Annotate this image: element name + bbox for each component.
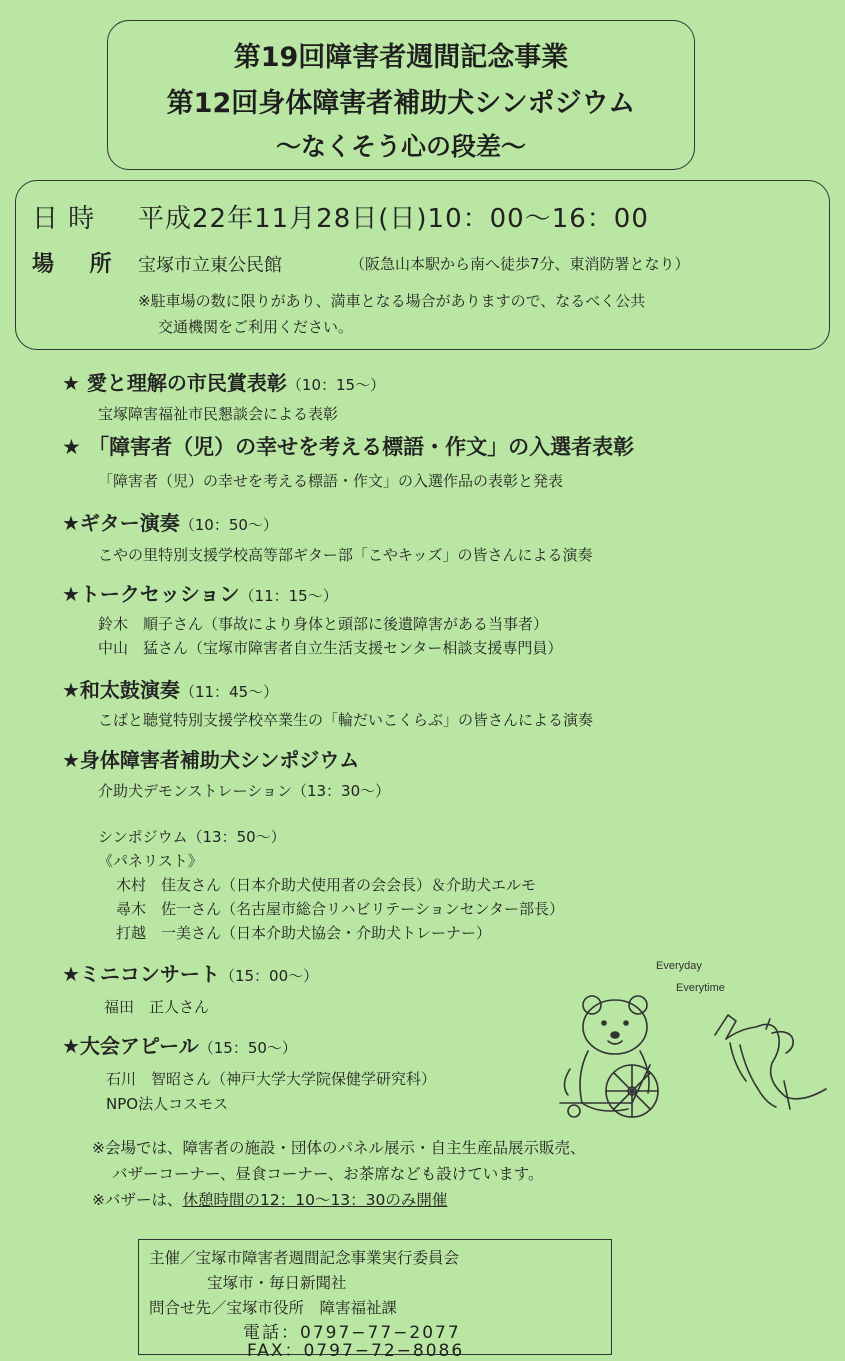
illustration-caption-everyday: Everyday (656, 960, 702, 972)
program-title: ★ 愛と理解の市民賞表彰 (62, 371, 287, 395)
program-detail: 中山 猛さん（宝塚市障害者自立生活支援センター相談支援専門員） (98, 639, 563, 657)
date-label: 日 時 (32, 204, 96, 234)
organizer-host: 主催／宝塚市障害者週間記念事業実行委員会 (149, 1249, 460, 1267)
event-title-box (107, 20, 695, 170)
organizer-cohost: 宝塚市・毎日新聞社 (207, 1274, 347, 1292)
program-detail: 《パネリスト》 (98, 852, 203, 870)
program-title: ★ミニコンサート (62, 962, 220, 986)
program-detail: シンポジウム（13：50～） (98, 828, 286, 846)
program-detail: 福田 正人さん (104, 998, 210, 1016)
program-title: ★和太鼓演奏 (62, 678, 180, 702)
program-detail: 鈴木 順子さん（事故により身体と頭部に後遺障害がある当事者） (98, 615, 549, 633)
program-detail: 尋木 佐一さん（名古屋市総合リハビリテーションセンター部長） (116, 900, 565, 918)
bear-dog-illustration (540, 985, 835, 1120)
program-detail: こやの里特別支援学校高等部ギター部「こやキッズ」の皆さんによる演奏 (98, 546, 593, 564)
program-title: ★身体障害者補助犬シンポジウム (62, 748, 360, 772)
program-time: （11：15～） (239, 587, 338, 605)
program-detail: 石川 智昭さん（神戸大学大学院保健学研究科） (106, 1070, 437, 1088)
program-title: ★大会アピール (62, 1034, 199, 1058)
place-label: 場 所 (32, 252, 126, 277)
place-access: （阪急山本駅から南へ徒歩7分、東消防署となり） (350, 255, 690, 273)
event-title-line1: 第19回障害者週間記念事業 (233, 42, 569, 73)
program-detail: 木村 佳友さん（日本介助犬使用者の会会長）＆介助犬エルモ (116, 876, 537, 894)
program-time: （10：50～） (179, 516, 278, 534)
program-title: ★ 「障害者（児）の幸せを考える標語・作文」の入選者表彰 (62, 435, 635, 459)
program-item-essay-award (62, 431, 634, 461)
program-item-concert (62, 958, 318, 987)
program-time: （15：50～） (198, 1039, 297, 1057)
event-subtitle: ～なくそう心の段差～ (275, 132, 526, 161)
contact-phone: 電話：0797−77−2077 (243, 1323, 461, 1343)
event-title-line2: 第12回身体障害者補助犬シンポジウム (166, 88, 636, 119)
program-item-taiko (62, 674, 278, 703)
parking-note-line1: ※駐車場の数に限りがあり、満車となる場合がありますので、なるべく公共 (138, 292, 646, 310)
illustration-caption-everytime: Everytime (676, 982, 725, 994)
contact-fax: FAX：0797−72−8086 (247, 1341, 465, 1361)
program-detail: こばと聴覚特別支援学校卒業生の「輪だいこくらぶ」の皆さんによる演奏 (98, 711, 594, 729)
bazaar-note-prefix: ※バザーは、 (92, 1191, 183, 1209)
program-detail: 宝塚障害福祉市民懇談会による表彰 (98, 405, 339, 423)
program-time: （10：15～） (286, 376, 386, 394)
program-detail: NPO法人コスモス (106, 1095, 229, 1113)
parking-note-line2: 交通機関をご利用ください。 (158, 318, 354, 336)
program-item-award (62, 367, 385, 396)
program-detail: 介助犬デモンストレーション（13：30～） (98, 782, 391, 800)
program-detail: 打越 一美さん（日本介助犬協会・介助犬トレーナー） (116, 924, 492, 942)
bazaar-note (92, 1188, 447, 1210)
date-value: 平成22年11月28日(日)10：00～16：00 (138, 204, 649, 234)
program-time: （15：00～） (219, 967, 319, 985)
program-item-symposium (62, 744, 359, 773)
program-time: （11：45～） (179, 683, 279, 701)
program-title: ★ギター演奏 (62, 511, 180, 535)
venue-note-line1: ※会場では、障害者の施設・団体のパネル展示・自主生産品展示販売、 (92, 1139, 586, 1157)
program-item-guitar (62, 507, 278, 536)
program-item-appeal (62, 1030, 297, 1059)
contact-label: 問合せ先／宝塚市役所 障害福祉課 (149, 1299, 398, 1317)
bazaar-note-time: 休憩時間の12：10～13：30のみ開催 (182, 1191, 448, 1209)
organizer-box (138, 1239, 612, 1361)
place-value: 宝塚市立東公民館 (138, 255, 282, 276)
program-detail: 「障害者（児）の幸せを考える標語・作文」の入選作品の表彰と発表 (98, 472, 564, 490)
program-title: ★トークセッション (62, 582, 240, 606)
venue-note-line2: バザーコーナー、昼食コーナー、お茶席なども設けています。 (112, 1165, 544, 1183)
program-item-talk (62, 578, 338, 607)
